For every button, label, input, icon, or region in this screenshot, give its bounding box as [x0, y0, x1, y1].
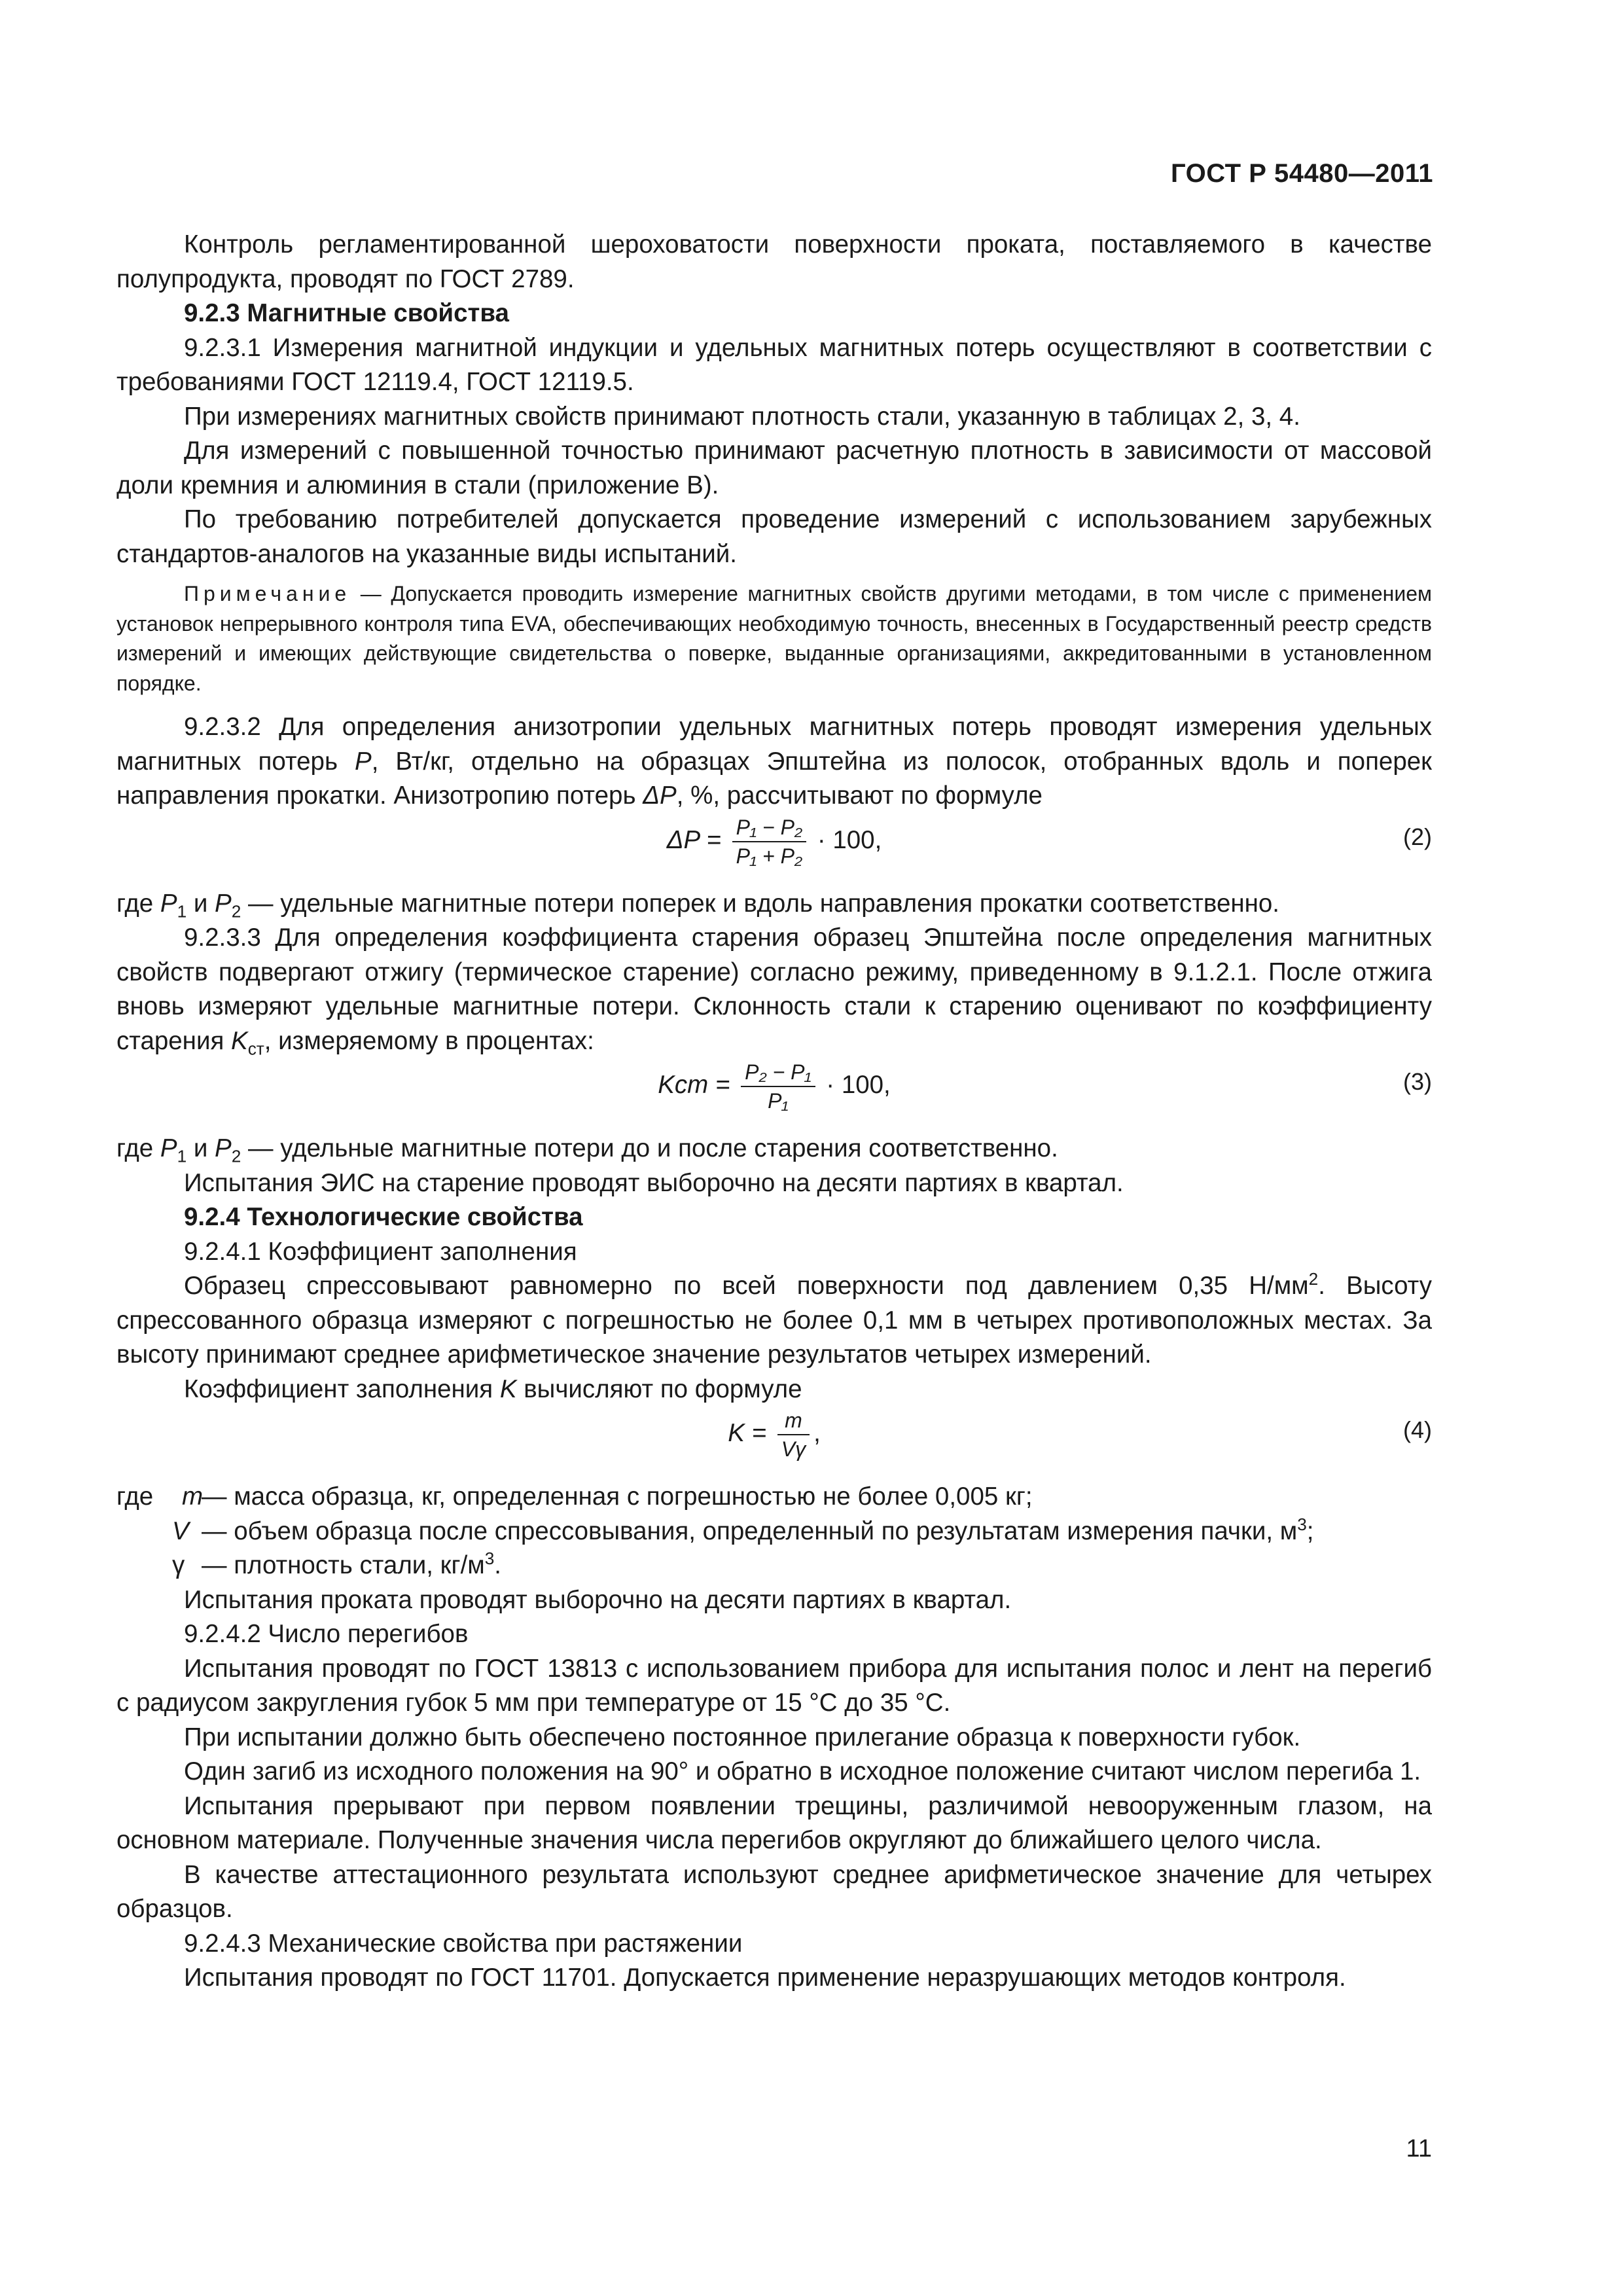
paragraph-9-2-3-2	[116, 710, 1432, 814]
fraction-denominator: P₁	[768, 1089, 789, 1113]
paragraph-9-2-4-3: 9.2.4.3 Механические свойства при растяжении	[184, 1929, 743, 1958]
paragraph-precise: Для измерений с повышенной точностью принимают расчетную плотность в зависимости от массовой доли кремния и алюминия в стали (приложение В).	[116, 437, 1432, 499]
fraction-denominator: P₁ + P₂	[736, 844, 803, 868]
symbol-gamma: γ	[172, 1551, 185, 1579]
note-text: — Допускается проводить измерение магнитных свойств другими методами, в том числе с применением установок непрерывного контроля типа EVA, обеспечивающих необходимую точность, внесенных в Государственный реестр средств измерений и имеющих действующие свидетельства о поверке, выданные организациями, аккредитованными в установленном порядке.	[116, 582, 1432, 695]
where-label: где	[116, 1482, 154, 1511]
subscript: 2	[231, 901, 241, 922]
formula-3-expression	[116, 1058, 1432, 1115]
formula-3	[116, 1058, 1432, 1132]
where-formula-3	[116, 1132, 1432, 1166]
symbol-m: m	[182, 1482, 204, 1511]
text-span: 9.2.3.2 Для определения анизотропии удельных магнитных потерь проводят измерения удельных магнитных потерь	[116, 713, 1432, 776]
formula-2-number: (2)	[1403, 823, 1432, 850]
paragraph-9-2-4-1: 9.2.4.1 Коэффициент заполнения	[184, 1237, 577, 1266]
paragraph-eis-aging: Испытания ЭИС на старение проводят выборочно на десяти партиях в квартал.	[184, 1168, 1124, 1197]
superscript: 3	[484, 1549, 495, 1569]
where-row-v	[116, 1515, 1432, 1549]
where-row-gamma	[116, 1549, 1432, 1583]
text-span: вычисляют по формуле	[516, 1374, 802, 1403]
formula-tail: ,	[813, 1419, 821, 1448]
where-row-m	[116, 1480, 1432, 1515]
text-span: . Высоту спрессованного образца измеряют с погрешностью не более 0,1 мм в четырех противоположных местах. За высоту принимают среднее арифметическое значение результатов четырех измерений.	[116, 1272, 1432, 1369]
note	[116, 579, 1432, 698]
section-heading-9-2-3: 9.2.3 Магнитные свойства	[184, 299, 509, 327]
punctuation: ;	[1306, 1516, 1314, 1545]
formula-tail: · 100,	[826, 1071, 891, 1100]
paragraph-9-2-3-3	[116, 921, 1432, 1058]
where-label: где	[116, 1134, 160, 1162]
page-number: 11	[1406, 2135, 1432, 2162]
paragraph-bend-3: Один загиб из исходного положения на 90° и обратно в исходное положение считают числом перегиба 1.	[184, 1757, 1421, 1785]
formula-4-expression	[116, 1407, 1432, 1463]
formula-lhs: ΔP =	[666, 825, 721, 854]
superscript: 3	[1297, 1514, 1307, 1534]
fraction-denominator: Vγ	[781, 1437, 806, 1461]
text-span: Образец спрессовывают равномерно по всей поверхности под давлением 0,35 Н/мм	[184, 1272, 1309, 1300]
formula-3-number: (3)	[1403, 1068, 1432, 1095]
subscript: 1	[177, 1146, 187, 1166]
formula-2-expression	[116, 814, 1432, 870]
where-text: — объем образца после спрессовывания, определенный по результатам измерения пачки, м	[202, 1516, 1298, 1545]
fraction	[732, 814, 806, 870]
where-text: — масса образца, кг, определенная с погрешностью не более 0,005 кг;	[202, 1482, 1033, 1511]
formula-2	[116, 814, 1432, 887]
document-body	[116, 228, 1432, 1996]
paragraph-bend-1: Испытания проводят по ГОСТ 13813 с использованием прибора для испытания полос и лент на перегиб с радиусом закругления губок 5 мм при температуре от 15 °С до 35 °С.	[116, 1654, 1432, 1717]
where-text: — плотность стали, кг/м	[202, 1551, 485, 1579]
where-formula-4	[116, 1480, 1432, 1583]
paragraph-rolled-tests: Испытания проката проводят выборочно на десяти партиях в квартал.	[184, 1585, 1012, 1614]
symbol-k: K	[231, 1026, 248, 1055]
symbol-p: P	[215, 889, 232, 918]
symbol-k: K	[499, 1374, 517, 1403]
text-span: 9.2.3.3 Для определения коэффициента старения образец Эпштейна после определения магнитных свойств подвергают отжигу (термическое старение) согласно режиму, приведенному в 9.1.2.1. После отжига вновь измеряют удельные магнитные потери. Склонность стали к старению оценивают по коэффициенту старения	[116, 924, 1432, 1055]
where-text: — удельные магнитные потери до и после старения соответственно.	[241, 1134, 1058, 1162]
where-text: — удельные магнитные потери поперек и вдоль направления прокатки соответственно.	[241, 889, 1279, 918]
fraction-numerator: P₂ − P₁	[741, 1058, 815, 1087]
symbol-v: V	[172, 1516, 189, 1545]
and-word: и	[187, 889, 215, 918]
where-label: где	[116, 889, 160, 918]
subscript: 1	[177, 901, 187, 922]
fraction-numerator: P₁ − P₂	[732, 814, 806, 842]
where-formula-2	[116, 887, 1432, 922]
and-word: и	[187, 1134, 215, 1162]
paragraph-9-2-4-2: 9.2.4.2 Число перегибов	[184, 1620, 469, 1648]
paragraph-foreign-standards: По требованию потребителей допускается проведение измерений с использованием зарубежных стандартов-аналогов на указанные виды испытаний.	[116, 505, 1432, 568]
symbol-p: P	[160, 1134, 177, 1162]
paragraph-tensile: Испытания проводят по ГОСТ 11701. Допускается применение неразрушающих методов контроля.	[184, 1964, 1346, 1992]
fraction	[741, 1058, 815, 1115]
fraction	[777, 1407, 810, 1463]
paragraph-9-2-3-1: 9.2.3.1 Измерения магнитной индукции и удельных магнитных потерь осуществляют в соответствии с требованиями ГОСТ 12119.4, ГОСТ 12119.5.	[116, 333, 1432, 396]
symbol-delta-p: ΔP	[643, 781, 677, 810]
symbol-p: P	[160, 889, 177, 918]
paragraph-roughness: Контроль регламентированной шероховатости поверхности проката, поставляемого в качестве полупродукта, проводят по ГОСТ 2789.	[116, 230, 1432, 293]
superscript: 2	[1308, 1269, 1319, 1289]
punctuation: .	[494, 1551, 501, 1579]
paragraph-bend-4: Испытания прерывают при первом появлении трещины, различимой невооруженным глазом, на основном материале. Полученные значения числа перегибов округляют до ближайшего целого числа.	[116, 1791, 1432, 1854]
formula-lhs: K =	[728, 1419, 767, 1448]
paragraph-bend-5: В качестве аттестационного результата используют среднее арифметическое значение для четырех образцов.	[116, 1860, 1432, 1923]
formula-4	[116, 1407, 1432, 1480]
subscript: ст	[247, 1039, 264, 1059]
text-span: , Вт/кг, отдельно на образцах Эпштейна из полосок, отобранных вдоль и поперек направления прокатки. Анизотропию потерь	[116, 747, 1432, 810]
paragraph-bend-2: При испытании должно быть обеспечено постоянное прилегание образца к поверхности губок.	[184, 1723, 1301, 1751]
symbol-p: P	[355, 747, 372, 776]
section-heading-9-2-4: 9.2.4 Технологические свойства	[184, 1203, 583, 1231]
text-span: Коэффициент заполнения	[184, 1374, 500, 1403]
paragraph-density: При измерениях магнитных свойств принимают плотность стали, указанную в таблицах 2, 3, 4.	[184, 402, 1300, 431]
paragraph-fill-coefficient	[116, 1372, 1432, 1407]
symbol-p: P	[215, 1134, 232, 1162]
formula-4-number: (4)	[1403, 1416, 1432, 1443]
paragraph-pressing	[116, 1269, 1432, 1372]
note-label: Примечание	[184, 582, 351, 605]
standard-header: ГОСТ Р 54480—2011	[1171, 159, 1433, 188]
text-span: , %, рассчитывают по формуле	[676, 781, 1043, 810]
formula-tail: · 100,	[817, 825, 882, 854]
fraction-numerator: m	[777, 1407, 810, 1435]
formula-lhs: Kст =	[658, 1071, 730, 1100]
subscript: 2	[231, 1146, 241, 1166]
text-span: , измеряемому в процентах:	[264, 1026, 594, 1055]
